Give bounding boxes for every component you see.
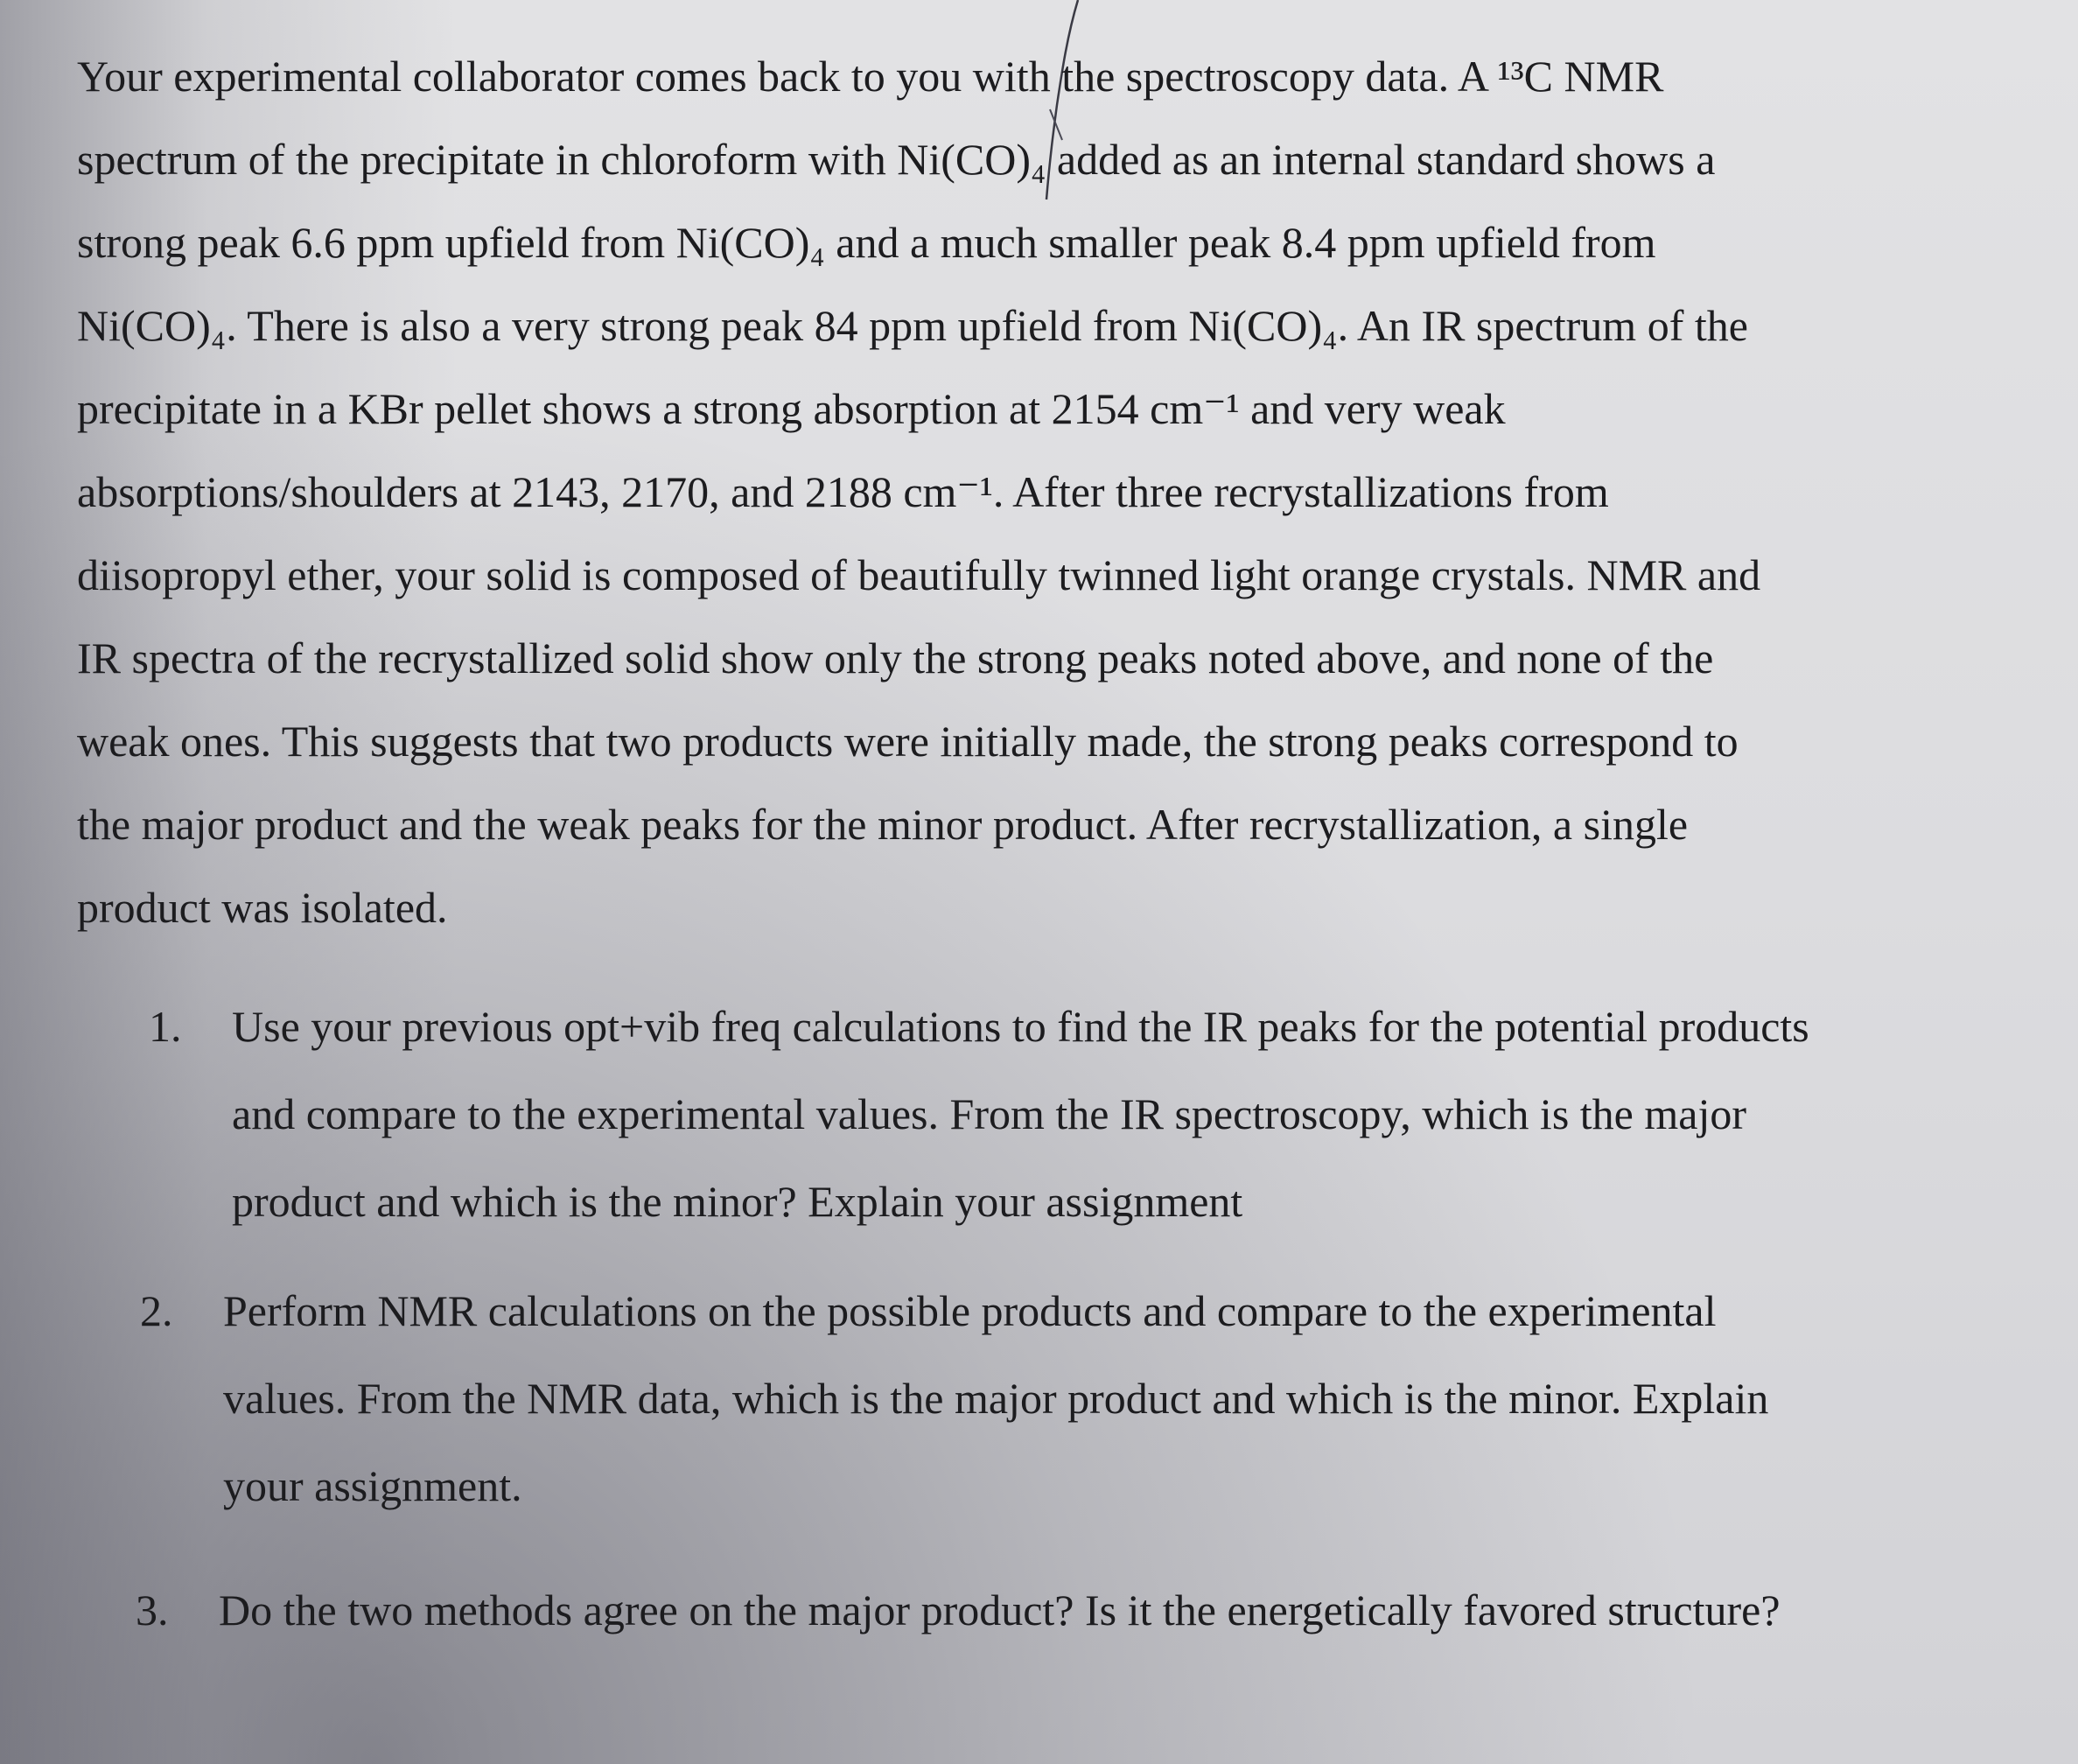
question-line: and compare to the experimental values. From the IR spectroscopy, which is the major	[232, 1089, 1746, 1138]
question-line: product and which is the minor? Explain your assignment	[232, 1177, 1243, 1226]
question-line: your assignment.	[223, 1461, 522, 1510]
question-1	[149, 983, 2030, 1245]
question-line: values. From the NMR data, which is the major product and which is the minor. Explain	[223, 1374, 1769, 1423]
paragraph-line: IR spectra of the recrystallized solid show only the strong peaks noted above, and none of the	[77, 634, 1714, 682]
question-3	[136, 1566, 2061, 1654]
paragraph-line: diisopropyl ether, your solid is composed of beautifully twinned light orange crystals. NMR and	[77, 550, 1761, 599]
paragraph-line: absorptions/shoulders at 2143, 2170, and 2188 cm⁻¹. After three recrystallizations from	[77, 467, 1609, 516]
question-line: Perform NMR calculations on the possible products and compare to the experimental	[223, 1286, 1717, 1335]
question-number: 1.	[149, 1002, 182, 1051]
paragraph-line: Your experimental collaborator comes back to you with the spectroscopy data. A ¹³C NMR	[77, 52, 1664, 101]
paragraph-line: strong peak 6.6 ppm upfield from Ni(CO)₄ and a much smaller peak 8.4 ppm upfield from	[77, 218, 1656, 267]
problem-paragraph	[77, 35, 2019, 949]
paragraph-line: spectrum of the precipitate in chloroform with Ni(CO)₄ added as an internal standard shows a	[77, 135, 1716, 184]
paragraph-line: Ni(CO)₄. There is also a very strong peak 84 ppm upfield from Ni(CO)₄. An IR spectrum of the	[77, 301, 1748, 350]
paragraph-line: precipitate in a KBr pellet shows a strong absorption at 2154 cm⁻¹ and very weak	[77, 384, 1506, 433]
paragraph-line: weak ones. This suggests that two products were initially made, the strong peaks correspond to	[77, 717, 1739, 766]
question-2	[140, 1267, 2047, 1530]
question-number: 3.	[136, 1586, 169, 1634]
question-line: Do the two methods agree on the major product? Is it the energetically favored structure?	[219, 1586, 1781, 1634]
paragraph-line: the major product and the weak peaks for the minor product. After recrystallization, a single	[77, 800, 1689, 849]
question-number: 2.	[140, 1286, 173, 1335]
paragraph-line: product was isolated.	[77, 883, 448, 932]
question-line: Use your previous opt+vib freq calculations to find the IR peaks for the potential products	[232, 1002, 1809, 1051]
